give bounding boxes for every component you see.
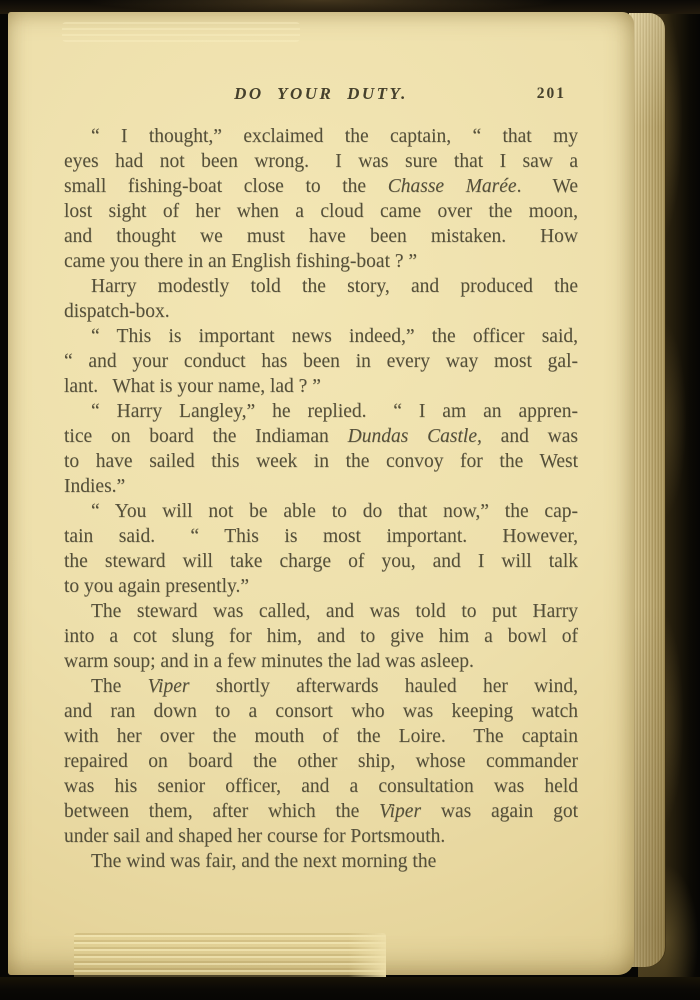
text-line: with her over the mouth of the Loire. The captain [64,726,578,747]
text-line: “ and your conduct has been in every way most gal- [64,351,578,372]
text-line: warm soup; and in a few minutes the lad was asleep. [64,651,474,672]
text-line: into a cot slung for him, and to give him a bowl of [64,626,578,647]
book-page [8,12,634,975]
text-line: between them, after which the Viper was again got [64,801,578,822]
text-line: was his senior officer, and a consultation was held [64,776,578,797]
text-line: to have sailed this week in the convoy for the West [64,451,578,472]
bottom-shadow [0,977,700,1000]
text-line: “ You will not be able to do that now,” the cap- [91,501,578,522]
text-line: under sail and shaped her course for Portsmouth. [64,826,446,847]
paragraph [64,399,578,499]
page-fore-edge [629,13,665,967]
page-curl-highlight [62,22,300,42]
running-title: DO YOUR DUTY. [234,84,408,103]
paragraph [64,499,578,599]
text-line: The steward was called, and was told to put Harry [91,601,578,622]
paragraph [64,674,578,849]
text-line: The Viper shortly afterwards hauled her wind, [91,676,578,697]
text-line: to you again presently.” [64,576,250,597]
paragraph [64,124,578,274]
page-number: 201 [536,85,566,102]
text-line: came you there in an English fishing-boat ? ” [64,251,418,272]
text-line: lant. What is your name, lad ? ” [64,376,321,397]
paragraph [64,324,578,399]
text-line: Indies.” [64,476,126,497]
text-line: Harry modestly told the story, and produced the [91,276,578,297]
text-line: and thought we must have been mistaken. How [64,226,578,247]
text-line: “ I thought,” exclaimed the captain, “ that my [91,126,578,147]
paragraph [64,274,578,324]
text-line: small fishing-boat close to the Chasse Marée. We [64,176,578,197]
text-line: “ Harry Langley,” he replied. “ I am an appren- [91,401,578,422]
page-header [64,84,578,108]
text-line: dispatch-box. [64,301,170,322]
paragraph [64,599,578,674]
text-line: The wind was fair, and the next morning the [91,851,437,872]
text-line: tice on board the Indiaman Dundas Castle, and was [64,426,578,447]
text-line: eyes had not been wrong. I was sure that I saw a [64,151,578,172]
text-line: “ This is important news indeed,” the officer said, [91,326,578,347]
text-line: lost sight of her when a cloud came over the moon, [64,201,578,222]
text-block [64,124,578,874]
text-line: tain said. “ This is most important. However, [64,526,578,547]
text-line: repaired on board the other ship, whose commander [64,751,578,772]
page-content [64,84,578,874]
text-line: the steward will take charge of you, and I will talk [64,551,578,572]
text-line: and ran down to a consort who was keeping watch [64,701,578,722]
paragraph [64,849,578,874]
